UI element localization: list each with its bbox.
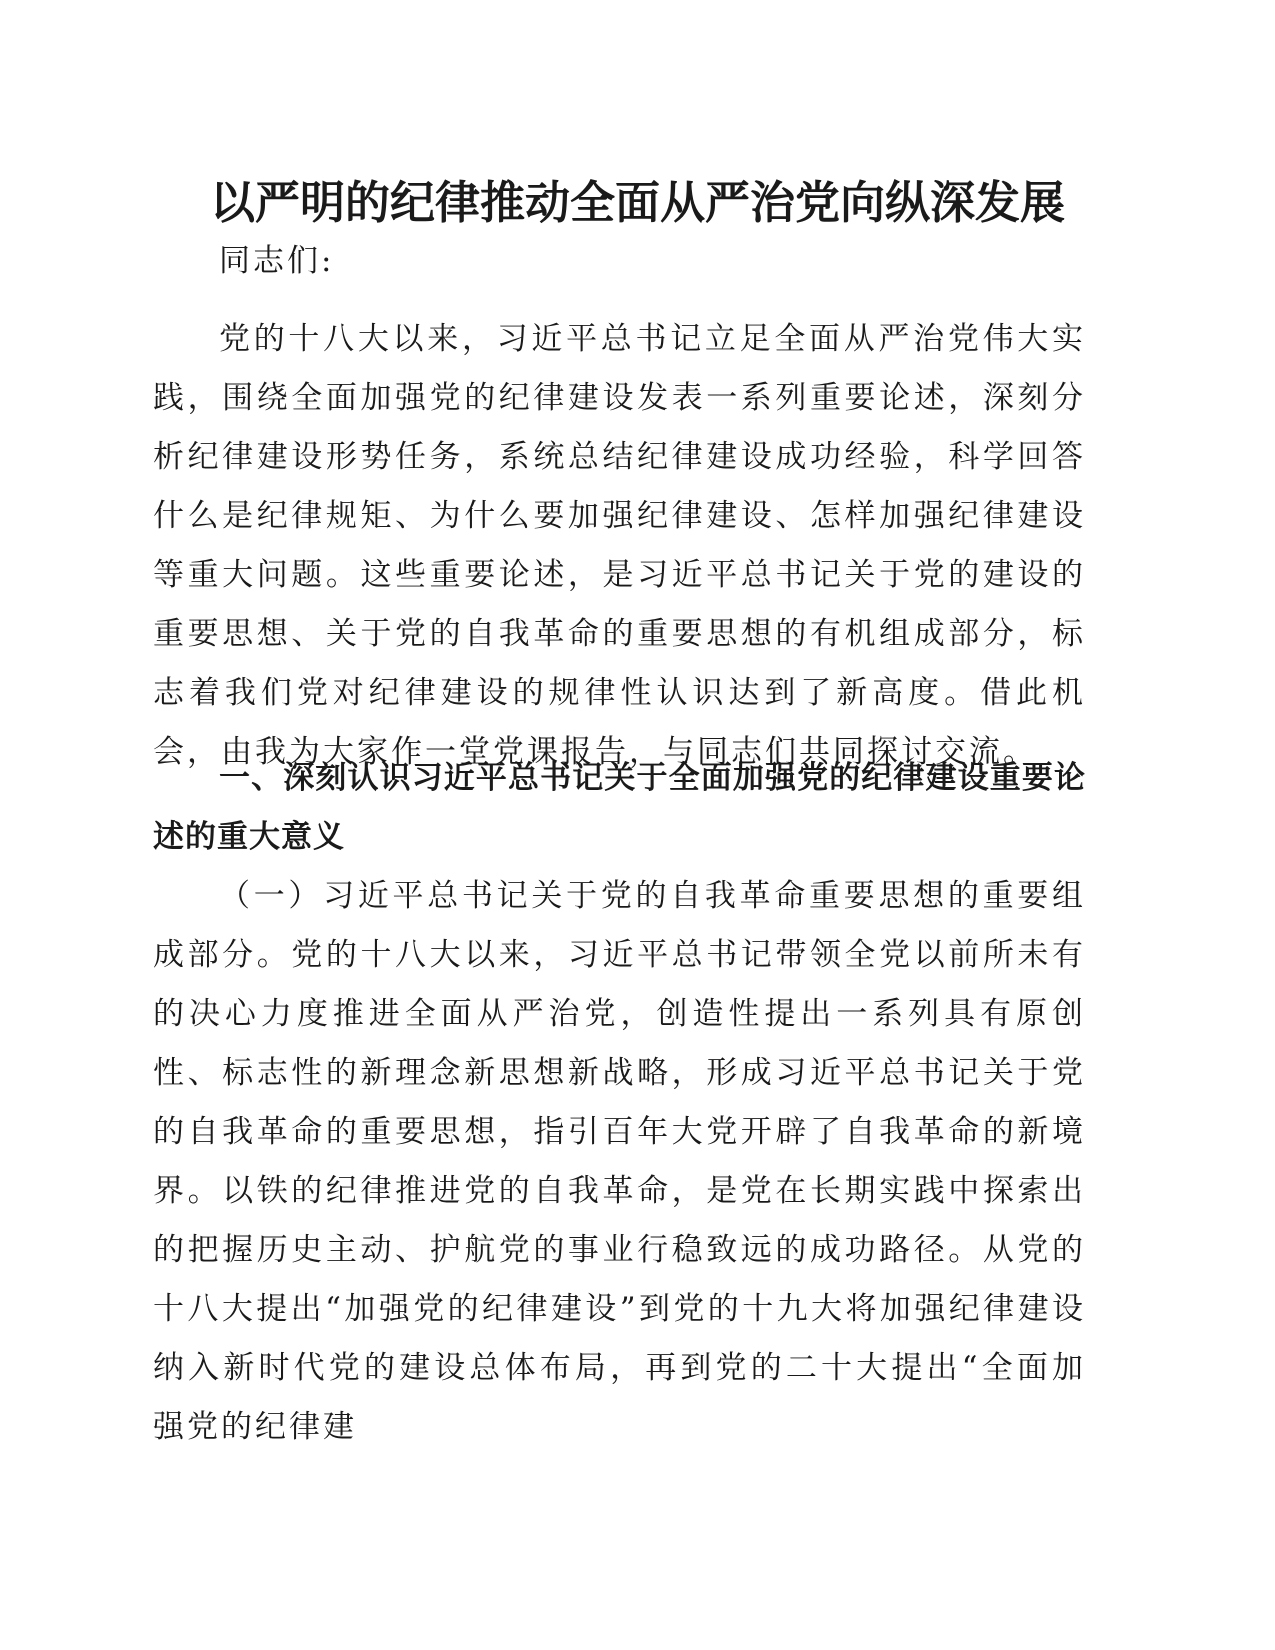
- salutation: 同志们:: [219, 243, 335, 279]
- section-heading: 一、深刻认识习近平总书记关于全面加强党的纪律建设重要论述的重大意义: [153, 760, 1086, 855]
- document-title: 以严明的纪律推动全面从严治党向纵深发展: [209, 176, 1065, 229]
- body-paragraph: 党的十八大以来，习近平总书记立足全面从严治党伟大实践，围绕全面加强党的纪律建设发表一系列重要论述，深刻分析纪律建设形势任务，系统总结纪律建设成功经验，科学回答什么是纪律规矩、为什么要加强纪律建设、怎样加强纪律建设等重大问题。这些重要论述，是习近平总书记关于党的建设的重要思想、关于党的自我革命的重要思想的有机组成部分，标志着我们党对纪律建设的规律性认识达到了新高度。借此机会，由我为大家作一堂党课报告，与同志们共同探讨交流。: [153, 321, 1086, 770]
- body-paragraph: （一）习近平总书记关于党的自我革命重要思想的重要组成部分。党的十八大以来，习近平总书记带领全党以前所未有的决心力度推进全面从严治党，创造性提出一系列具有原创性、标志性的新理念新思想新战略，形成习近平总书记关于党的自我革命的重要思想，指引百年大党开辟了自我革命的新境界。以铁的纪律推进党的自我革命，是党在长期实践中探索出的把握历史主动、护航党的事业行稳致远的成功路径。从党的十八大提出“加强党的纪律建设”到党的十九大将加强纪律建设纳入新时代党的建设总体布局，再到党的二十大提出“全面加强党的纪律建: [153, 878, 1086, 1445]
